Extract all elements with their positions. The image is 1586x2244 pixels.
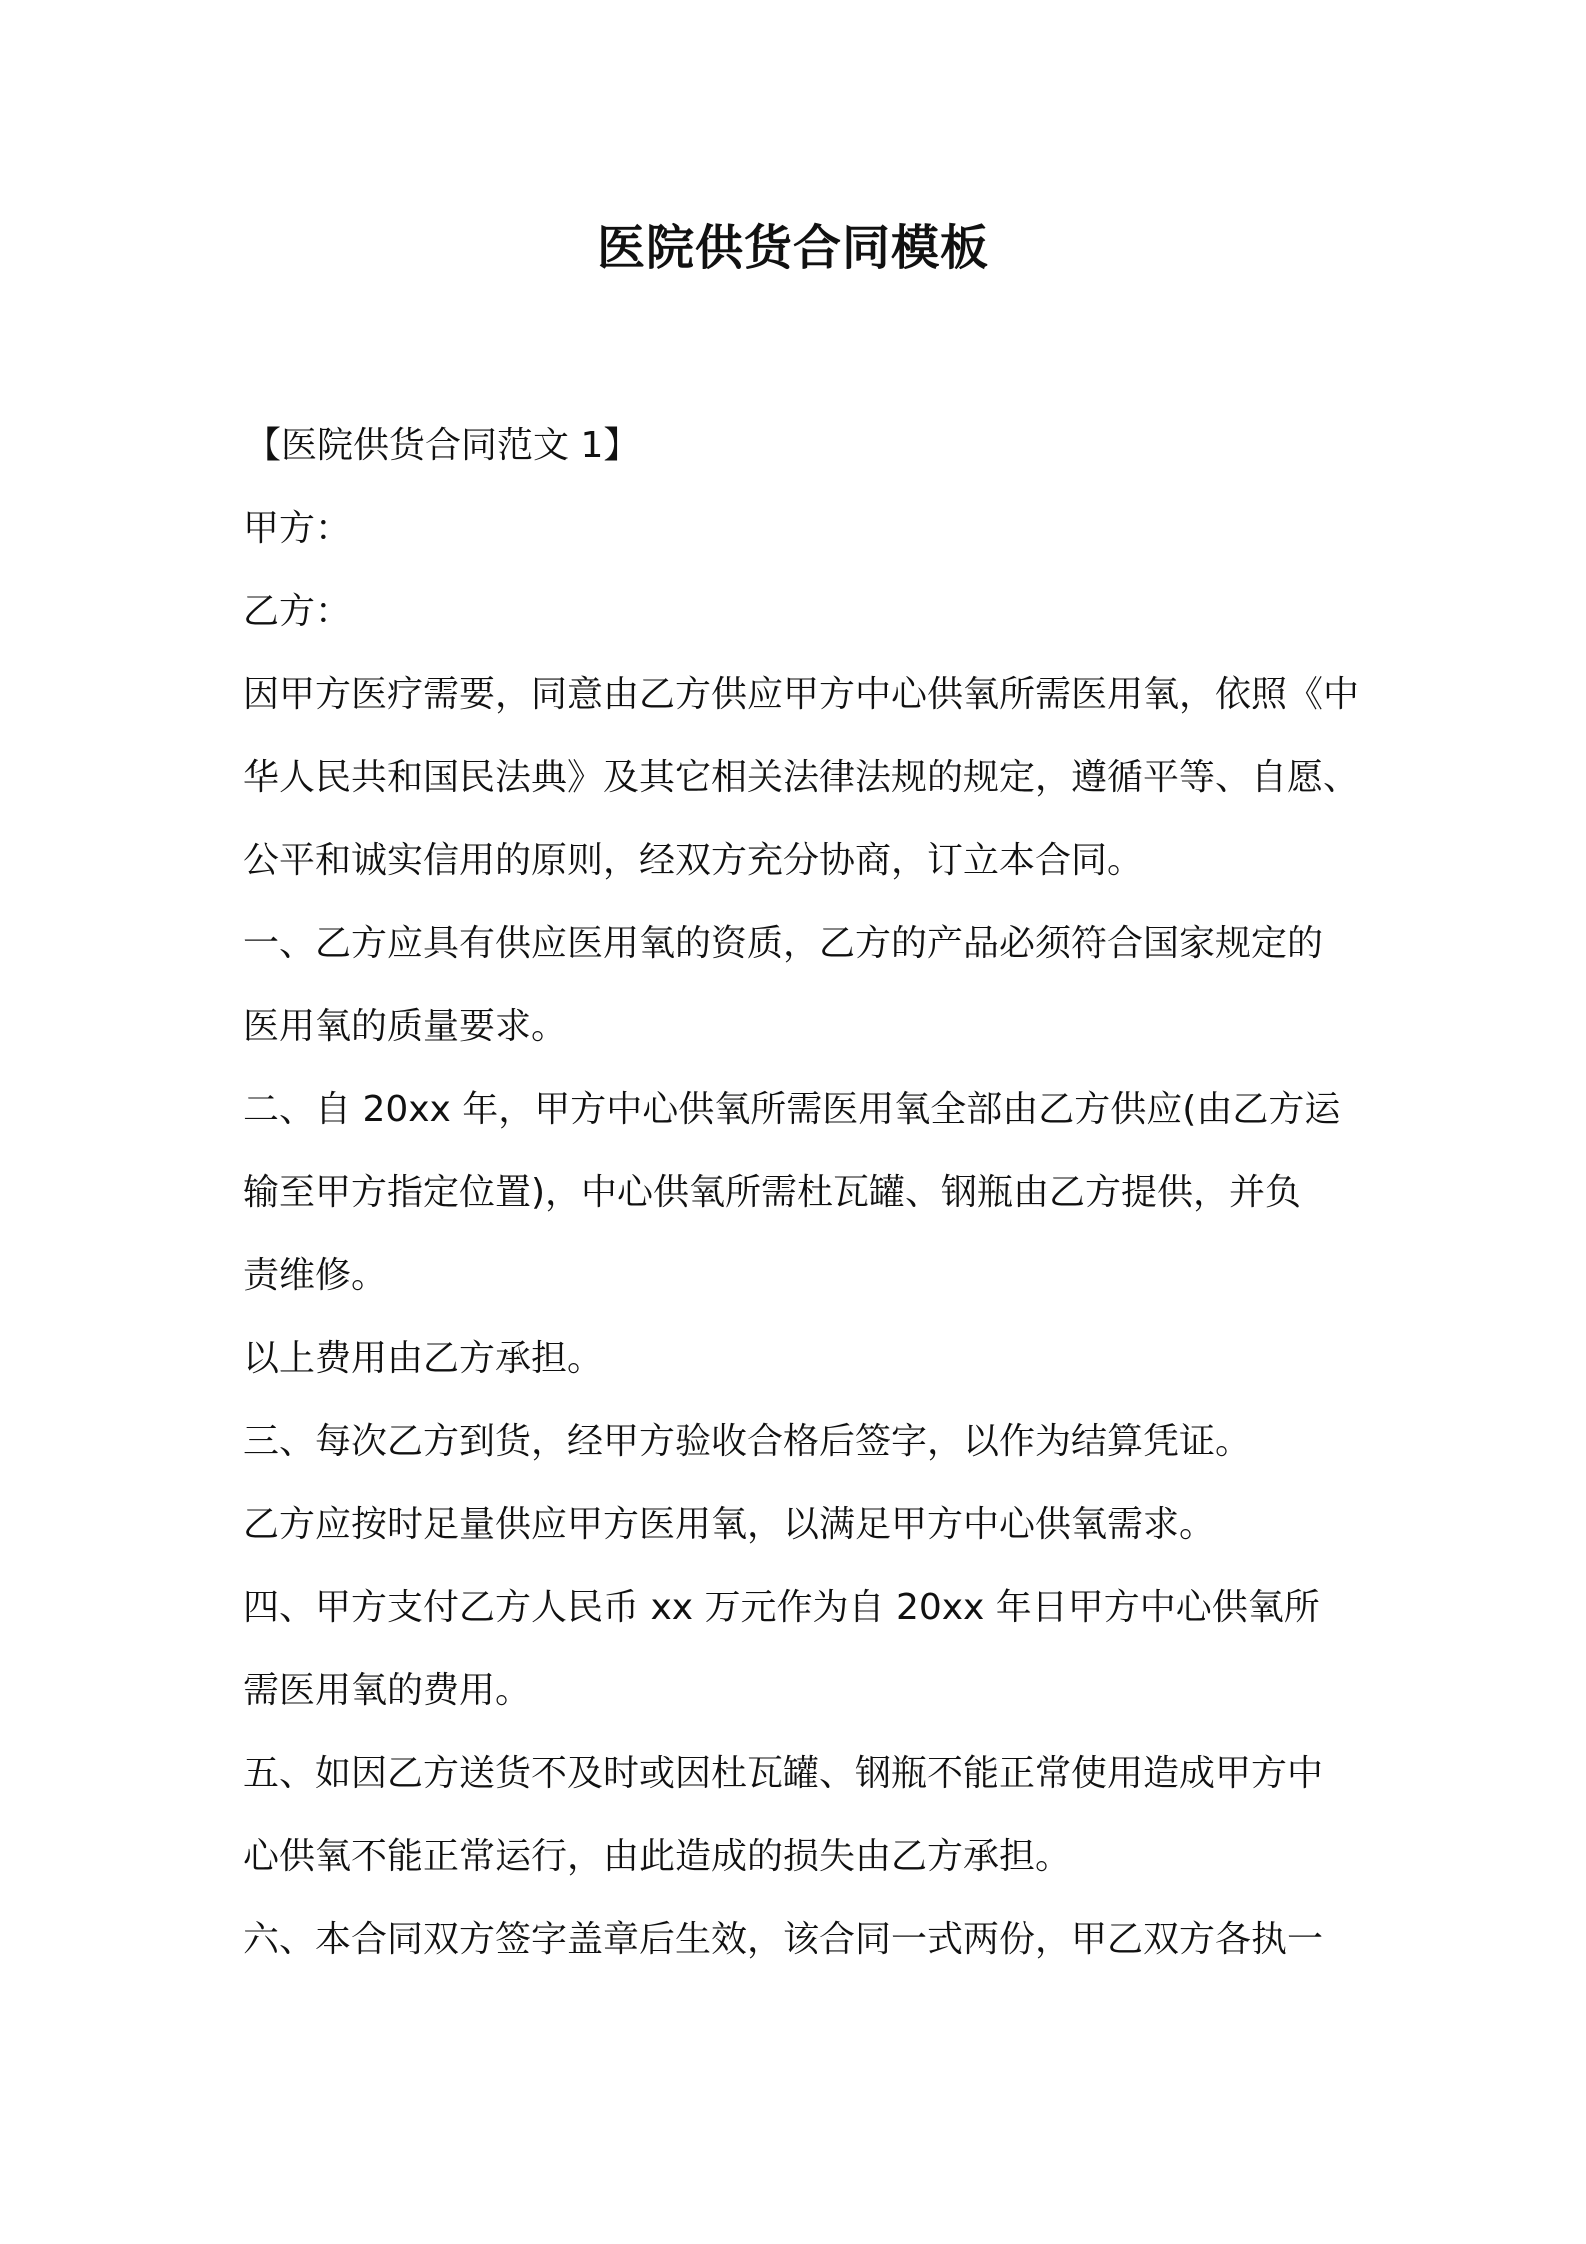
document-title: 医院供货合同模板 [596, 220, 989, 276]
text-line: 医用氧的质量要求。 [243, 1006, 568, 1047]
text-line: 三、每次乙方到货，经甲方验收合格后签字，以作为结算凭证。 [243, 1421, 1252, 1462]
text-line: 责维修。 [243, 1255, 388, 1296]
text-line: 华人民共和国民法典》及其它相关法律法规的规定，遵循平等、自愿、 [243, 757, 1360, 798]
text-line: 四、甲方支付乙方人民币 xx 万元作为自 20xx 年日甲方中心供氧所 [243, 1587, 1320, 1628]
text-line: 五、如因乙方送货不及时或因杜瓦罐、钢瓶不能正常使用造成甲方中 [243, 1753, 1324, 1794]
text-line: 二、自 20xx 年，甲方中心供氧所需医用氧全部由乙方供应(由乙方运 [243, 1089, 1341, 1130]
text-line: 输至甲方指定位置)，中心供氧所需杜瓦罐、钢瓶由乙方提供，并负 [243, 1172, 1302, 1213]
text-line: 因甲方医疗需要，同意由乙方供应甲方中心供氧所需医用氧，依照《中 [243, 674, 1360, 715]
text-line: 需医用氧的费用。 [243, 1670, 532, 1711]
text-line: 心供氧不能正常运行，由此造成的损失由乙方承担。 [243, 1836, 1072, 1877]
text-line: 六、本合同双方签字盖章后生效，该合同一式两份，甲乙双方各执一 [243, 1919, 1324, 1960]
text-line: 以上费用由乙方承担。 [243, 1338, 604, 1379]
party-b-line: 乙方： [243, 591, 352, 632]
text-line: 公平和诚实信用的原则，经双方充分协商，订立本合同。 [243, 840, 1144, 881]
party-a-line: 甲方： [243, 508, 352, 549]
contract-body [243, 404, 1363, 1981]
text-line: 乙方应按时足量供应甲方医用氧，以满足甲方中心供氧需求。 [243, 1504, 1216, 1545]
section-heading: 【医院供货合同范文 1】 [245, 425, 640, 466]
text-line: 一、乙方应具有供应医用氧的资质，乙方的产品必须符合国家规定的 [243, 923, 1324, 964]
